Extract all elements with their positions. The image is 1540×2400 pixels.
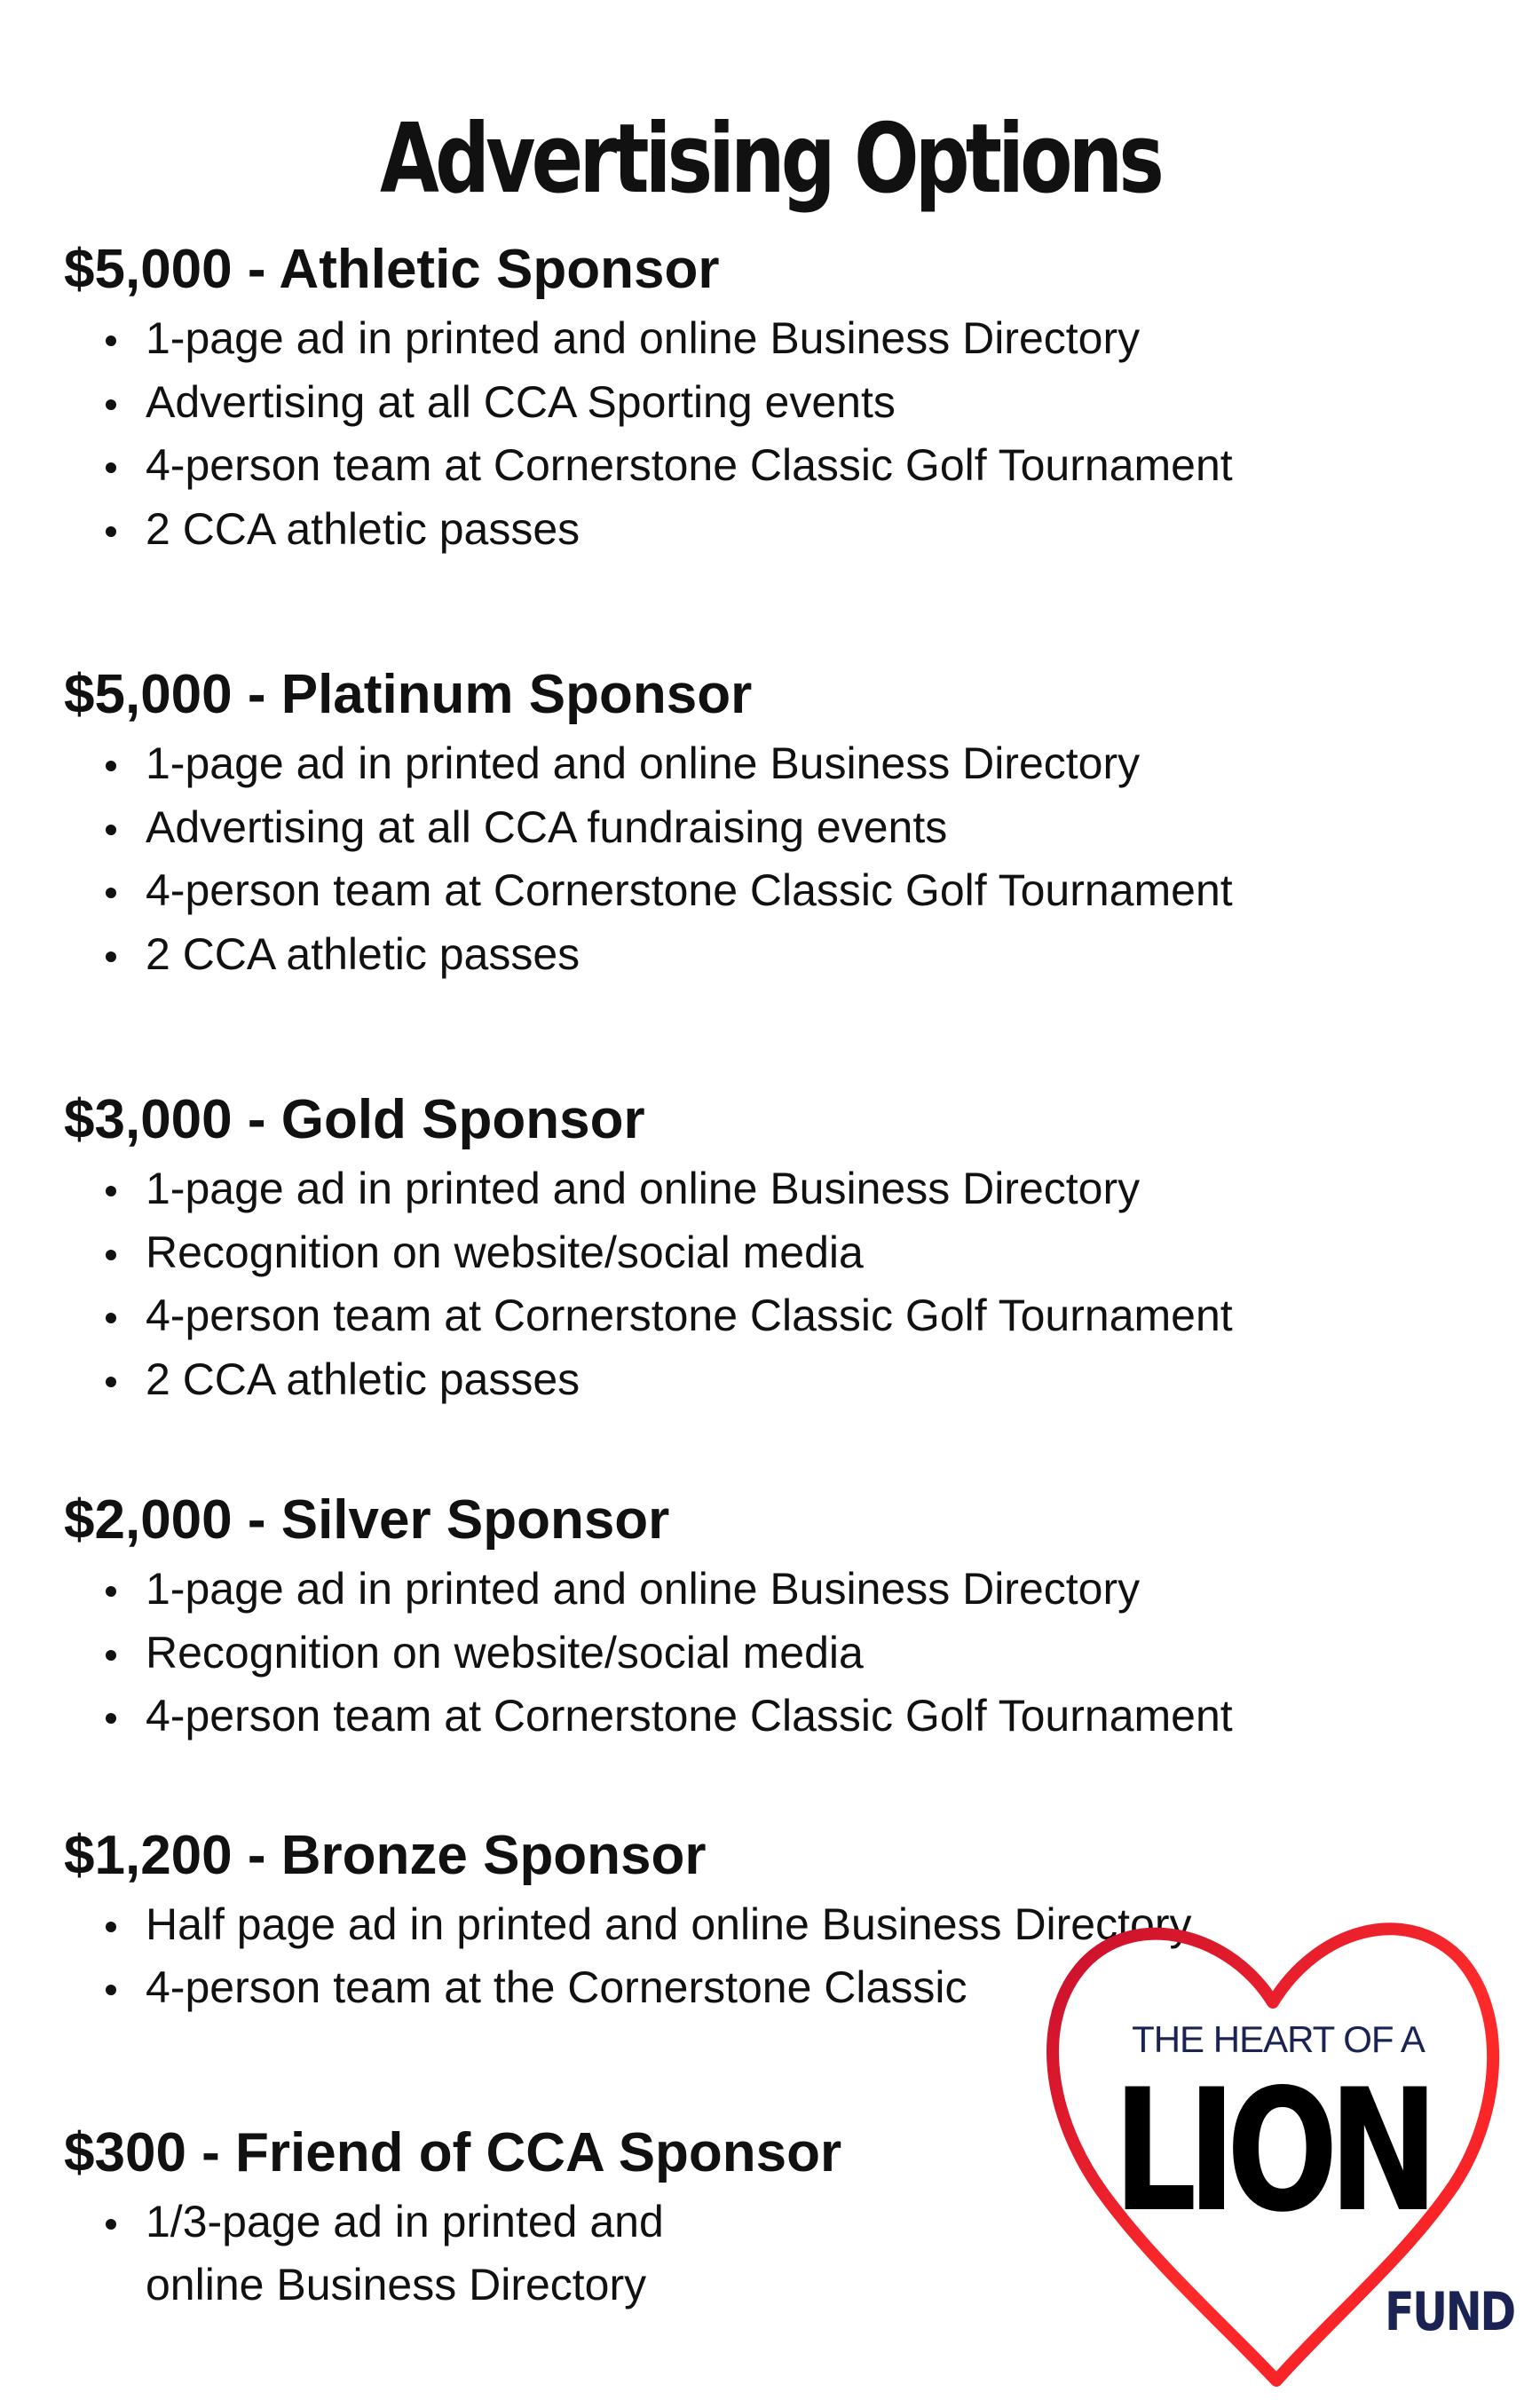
page-title: Advertising Options [380,104,1160,215]
list-item: 1-page ad in printed and online Business Directory [146,307,1484,371]
list-item: Half page ad in printed and online Business Directory [146,1893,1484,1957]
logo-main-text: LION [1113,2053,1429,2249]
heart-of-a-lion-logo [1040,1910,1514,2389]
list-item: 1-page ad in printed and online Business Directory [146,732,1484,796]
section-silver-sponsor [64,1483,1484,1749]
section-platinum-sponsor [64,658,1484,986]
benefit-list [64,1558,1484,1749]
section-heading: $5,000 - Platinum Sponsor [64,664,753,725]
list-item: 2 CCA athletic passes [146,498,1484,562]
section-heading: $300 - Friend of CCA Sponsor [64,2121,842,2183]
list-item: 1-page ad in printed and online Business Directory [146,1558,1484,1622]
logo-top-text: THE HEART OF A [1132,2018,1425,2060]
list-item: 4-person team at Cornerstone Classic Golf Tournament [146,1685,1484,1749]
list-item: 1/3-page ad in printed and online Business Directory [146,2191,758,2317]
section-heading: $5,000 - Athletic Sponsor [64,239,720,300]
list-item: 4-person team at the Cornerstone Classic [146,1956,1484,2020]
list-item: Advertising at all CCA Sporting events [146,371,1484,435]
list-item: 4-person team at Cornerstone Classic Golf Tournament [146,434,1484,498]
list-item: Recognition on website/social media [146,1622,1484,1686]
list-item: 2 CCA athletic passes [146,1348,1484,1412]
benefit-list [64,307,1484,561]
section-heading: $1,200 - Bronze Sponsor [64,1824,707,1886]
benefit-list [64,732,1484,986]
list-item: 2 CCA athletic passes [146,923,1484,987]
list-item: 4-person team at Cornerstone Classic Golf Tournament [146,1284,1484,1348]
logo-bottom-text: FUND [1385,2281,1514,2343]
list-item: Recognition on website/social media [146,1221,1484,1285]
list-item: 1-page ad in printed and online Business Directory [146,1157,1484,1221]
list-item: Advertising at all CCA fundraising events [146,796,1484,860]
section-athletic-sponsor [64,233,1484,561]
section-heading: $2,000 - Silver Sponsor [64,1489,670,1551]
benefit-list [64,1157,1484,1411]
list-item: 4-person team at Cornerstone Classic Golf Tournament [146,859,1484,923]
section-gold-sponsor [64,1083,1484,1411]
section-heading: $3,000 - Gold Sponsor [64,1089,645,1150]
